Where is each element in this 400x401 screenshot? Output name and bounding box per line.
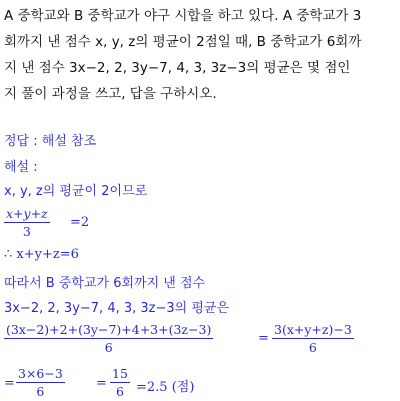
final-answer: =2.5 (점) bbox=[136, 380, 195, 395]
question-line-3: 지 낸 점수 3x−2, 2, 3y−7, 4, 3, 3z−3의 평균은 몇 점인 bbox=[4, 60, 351, 76]
therefore-line: ∴ x+y+z=6 bbox=[4, 247, 79, 262]
fraction-sum-expression bbox=[4, 322, 213, 355]
solution-label: 해설 : bbox=[4, 160, 38, 175]
fraction-substituted bbox=[16, 366, 65, 399]
fraction-denominator: 6 bbox=[115, 384, 124, 399]
solution-step-2: 따라서 B 중학교가 6회까지 낸 점수 bbox=[4, 276, 206, 291]
fraction-simplified bbox=[272, 322, 354, 355]
question-line-1: A 중학교와 B 중학교가 야구 시합을 하고 있다. A 중학교가 3 bbox=[4, 8, 362, 24]
equals-sign: = bbox=[258, 331, 269, 346]
fraction-denominator: 6 bbox=[104, 340, 113, 355]
fraction-numerator: (3x−2)+2+(3y−7)+4+3+(3z−3) bbox=[6, 322, 212, 337]
answer-label: 정답 : 해설 참조 bbox=[4, 134, 97, 149]
question-line-4: 지 풀이 과정을 쓰고, 답을 구하시오. bbox=[4, 86, 217, 102]
fraction-denominator: 3 bbox=[22, 224, 31, 239]
question-line-2: 회까지 낸 점수 x, y, z의 평균이 2점일 때, B 중학교가 6회까 bbox=[4, 34, 362, 50]
fraction-denominator: 6 bbox=[36, 384, 45, 399]
fraction-numerator: 15 bbox=[112, 366, 128, 381]
fraction-numerator: x+y+z bbox=[6, 206, 48, 221]
fraction-average-xyz bbox=[4, 206, 50, 239]
fraction-numerator: 3(x+y+z)−3 bbox=[274, 322, 352, 337]
equals-sign: = bbox=[96, 376, 107, 391]
solution-step-3: 3x−2, 2, 3y−7, 4, 3, 3z−3의 평균은 bbox=[4, 301, 230, 316]
fraction-numerator: 3×6−3 bbox=[18, 366, 63, 381]
equals-sign: = bbox=[4, 376, 15, 391]
fraction-denominator: 6 bbox=[308, 340, 317, 355]
solution-step-1: x, y, z의 평균이 2이므로 bbox=[4, 184, 148, 199]
fraction-result bbox=[110, 366, 130, 399]
equation-rhs: =2 bbox=[70, 215, 90, 230]
